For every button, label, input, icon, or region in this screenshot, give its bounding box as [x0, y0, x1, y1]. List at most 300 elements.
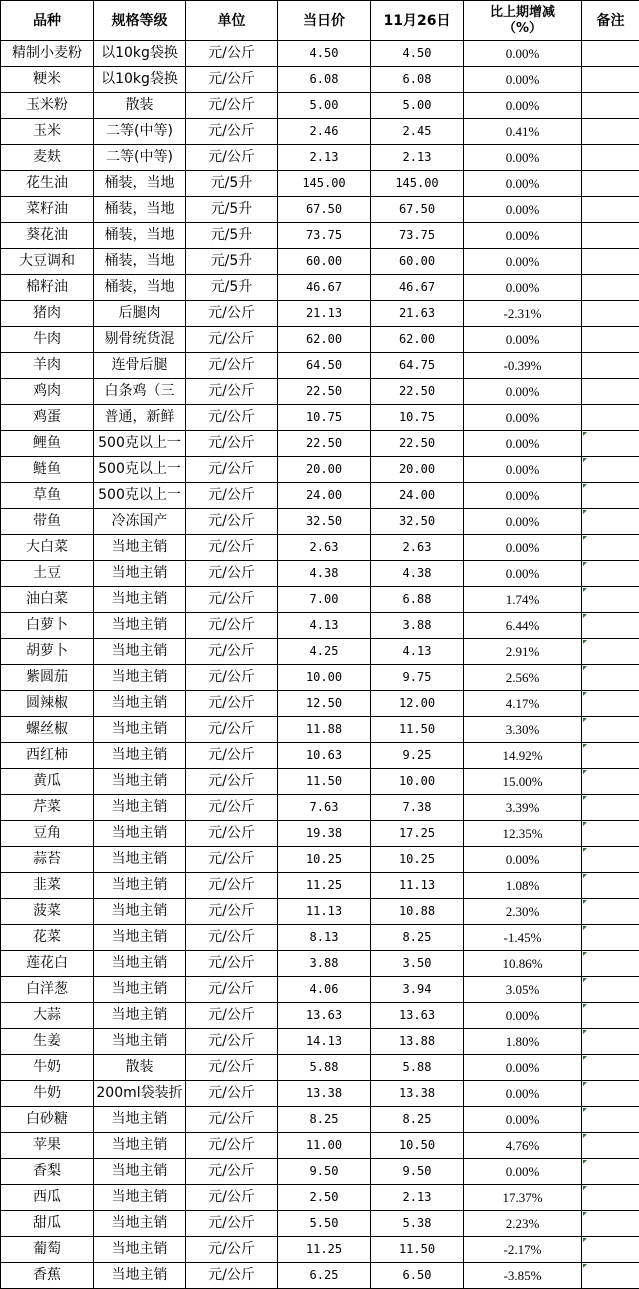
cell-unit: 元/公斤 [186, 1081, 278, 1107]
comment-marker-icon [583, 1004, 587, 1008]
cell-variety: 精制小麦粉 [1, 41, 94, 67]
cell-prev-price: 62.00 [371, 327, 464, 353]
cell-prev-price: 32.50 [371, 509, 464, 535]
comment-marker-icon [583, 796, 587, 800]
header-change [464, 1, 582, 41]
cell-variety: 牛肉 [1, 327, 94, 353]
comment-marker-icon [583, 1082, 587, 1086]
cell-today-price: 145.00 [278, 171, 371, 197]
cell-change: 10.86% [464, 951, 582, 977]
comment-marker-icon [583, 822, 587, 826]
cell-unit: 元/公斤 [186, 1211, 278, 1237]
cell-note [582, 769, 639, 795]
comment-marker-icon [583, 640, 587, 644]
cell-note [582, 561, 639, 587]
cell-today-price: 60.00 [278, 249, 371, 275]
cell-change: 3.39% [464, 795, 582, 821]
cell-unit: 元/公斤 [186, 1159, 278, 1185]
cell-change: 0.00% [464, 223, 582, 249]
cell-prev-price: 6.08 [371, 67, 464, 93]
cell-change: 0.00% [464, 483, 582, 509]
cell-variety: 棉籽油 [1, 275, 94, 301]
cell-spec: 桶装，当地 [94, 197, 186, 223]
cell-change: 0.00% [464, 1159, 582, 1185]
comment-marker-icon [583, 926, 587, 930]
comment-marker-icon [583, 1134, 587, 1138]
cell-today-price: 11.25 [278, 873, 371, 899]
cell-change: 0.00% [464, 509, 582, 535]
cell-unit: 元/公斤 [186, 1237, 278, 1263]
header-today-price: 当日价 [278, 1, 371, 41]
cell-change: 6.44% [464, 613, 582, 639]
cell-unit: 元/5升 [186, 171, 278, 197]
cell-spec: 桶装，当地 [94, 275, 186, 301]
cell-spec: 散装 [94, 93, 186, 119]
cell-change: 0.00% [464, 249, 582, 275]
cell-today-price: 6.25 [278, 1263, 371, 1289]
table-row [1, 691, 639, 717]
cell-today-price: 20.00 [278, 457, 371, 483]
cell-prev-price: 2.13 [371, 1185, 464, 1211]
table-row [1, 1055, 639, 1081]
cell-today-price: 11.13 [278, 899, 371, 925]
table-row [1, 223, 639, 249]
cell-variety: 西红柿 [1, 743, 94, 769]
cell-today-price: 6.08 [278, 67, 371, 93]
cell-today-price: 62.00 [278, 327, 371, 353]
header-row [1, 1, 639, 41]
comment-marker-icon [583, 952, 587, 956]
cell-spec: 桶装，当地 [94, 249, 186, 275]
cell-variety: 土豆 [1, 561, 94, 587]
table-row [1, 847, 639, 873]
cell-prev-price: 5.38 [371, 1211, 464, 1237]
cell-spec: 当地主销 [94, 587, 186, 613]
comment-marker-icon [583, 1186, 587, 1190]
cell-note [582, 1237, 639, 1263]
table-row [1, 587, 639, 613]
cell-today-price: 11.88 [278, 717, 371, 743]
cell-unit: 元/公斤 [186, 1263, 278, 1289]
table-row [1, 951, 639, 977]
cell-change: 0.00% [464, 535, 582, 561]
cell-note [582, 171, 639, 197]
cell-variety: 生姜 [1, 1029, 94, 1055]
cell-note [582, 1029, 639, 1055]
cell-note [582, 925, 639, 951]
cell-prev-price: 11.13 [371, 873, 464, 899]
cell-unit: 元/公斤 [186, 717, 278, 743]
cell-prev-price: 13.88 [371, 1029, 464, 1055]
cell-spec: 当地主销 [94, 665, 186, 691]
cell-variety: 大豆调和 [1, 249, 94, 275]
cell-today-price: 14.13 [278, 1029, 371, 1055]
cell-variety: 紫圆茄 [1, 665, 94, 691]
comment-marker-icon [583, 692, 587, 696]
cell-unit: 元/公斤 [186, 977, 278, 1003]
cell-change: 0.00% [464, 431, 582, 457]
cell-spec: 当地主销 [94, 821, 186, 847]
cell-note [582, 795, 639, 821]
cell-unit: 元/公斤 [186, 951, 278, 977]
cell-prev-price: 13.38 [371, 1081, 464, 1107]
cell-change: -0.39% [464, 353, 582, 379]
table-row [1, 457, 639, 483]
cell-change: 17.37% [464, 1185, 582, 1211]
cell-note [582, 93, 639, 119]
cell-prev-price: 20.00 [371, 457, 464, 483]
cell-spec: 500克以上一 [94, 457, 186, 483]
cell-spec: 以10kg袋换 [94, 41, 186, 67]
cell-spec: 当地主销 [94, 899, 186, 925]
cell-spec: 500克以上一 [94, 431, 186, 457]
cell-unit: 元/公斤 [186, 795, 278, 821]
cell-variety: 豆角 [1, 821, 94, 847]
cell-spec: 当地主销 [94, 795, 186, 821]
cell-today-price: 11.25 [278, 1237, 371, 1263]
table-row [1, 899, 639, 925]
cell-change: 1.08% [464, 873, 582, 899]
cell-change: 0.00% [464, 197, 582, 223]
cell-variety: 鲢鱼 [1, 457, 94, 483]
table-row [1, 1263, 639, 1289]
cell-today-price: 2.63 [278, 535, 371, 561]
cell-today-price: 22.50 [278, 431, 371, 457]
cell-variety: 圆辣椒 [1, 691, 94, 717]
cell-prev-price: 9.50 [371, 1159, 464, 1185]
cell-today-price: 73.75 [278, 223, 371, 249]
cell-variety: 菠菜 [1, 899, 94, 925]
cell-change: 0.00% [464, 847, 582, 873]
cell-spec: 当地主销 [94, 691, 186, 717]
cell-note [582, 509, 639, 535]
cell-spec: 剔骨统货混 [94, 327, 186, 353]
cell-prev-price: 10.75 [371, 405, 464, 431]
cell-spec: 当地主销 [94, 925, 186, 951]
cell-prev-price: 67.50 [371, 197, 464, 223]
cell-spec: 当地主销 [94, 535, 186, 561]
cell-today-price: 7.00 [278, 587, 371, 613]
cell-today-price: 11.00 [278, 1133, 371, 1159]
cell-spec: 桶装，当地 [94, 223, 186, 249]
cell-prev-price: 11.50 [371, 1237, 464, 1263]
table-row [1, 1029, 639, 1055]
cell-today-price: 2.13 [278, 145, 371, 171]
cell-unit: 元/公斤 [186, 587, 278, 613]
cell-note [582, 1055, 639, 1081]
cell-note [582, 457, 639, 483]
cell-prev-price: 60.00 [371, 249, 464, 275]
cell-today-price: 22.50 [278, 379, 371, 405]
cell-today-price: 64.50 [278, 353, 371, 379]
cell-note [582, 873, 639, 899]
cell-prev-price: 22.50 [371, 431, 464, 457]
comment-marker-icon [583, 484, 587, 488]
cell-note [582, 587, 639, 613]
cell-unit: 元/公斤 [186, 41, 278, 67]
cell-today-price: 4.50 [278, 41, 371, 67]
cell-variety: 猪肉 [1, 301, 94, 327]
cell-change: -3.85% [464, 1263, 582, 1289]
cell-prev-price: 3.88 [371, 613, 464, 639]
cell-today-price: 8.13 [278, 925, 371, 951]
cell-note [582, 249, 639, 275]
cell-prev-price: 4.50 [371, 41, 464, 67]
cell-change: 1.80% [464, 1029, 582, 1055]
header-prev-date: 11月26日 [371, 1, 464, 41]
cell-prev-price: 2.13 [371, 145, 464, 171]
cell-today-price: 4.13 [278, 613, 371, 639]
table-row [1, 67, 639, 93]
cell-spec: 当地主销 [94, 1107, 186, 1133]
cell-today-price: 10.63 [278, 743, 371, 769]
cell-unit: 元/公斤 [186, 535, 278, 561]
cell-spec: 当地主销 [94, 847, 186, 873]
cell-note [582, 379, 639, 405]
cell-today-price: 8.25 [278, 1107, 371, 1133]
cell-note [582, 821, 639, 847]
cell-spec: 200ml袋装折 [94, 1081, 186, 1107]
cell-variety: 大蒜 [1, 1003, 94, 1029]
cell-prev-price: 10.00 [371, 769, 464, 795]
header-spec: 规格等级 [94, 1, 186, 41]
comment-marker-icon [583, 510, 587, 514]
cell-variety: 蒜苔 [1, 847, 94, 873]
cell-change: 15.00% [464, 769, 582, 795]
cell-variety: 牛奶 [1, 1081, 94, 1107]
cell-spec: 白条鸡（三 [94, 379, 186, 405]
cell-change: 0.00% [464, 561, 582, 587]
table-body [1, 41, 639, 1289]
table-row [1, 873, 639, 899]
cell-unit: 元/公斤 [186, 1133, 278, 1159]
cell-note [582, 119, 639, 145]
cell-prev-price: 10.25 [371, 847, 464, 873]
comment-marker-icon [583, 1264, 587, 1268]
cell-variety: 白萝卜 [1, 613, 94, 639]
cell-change: 0.41% [464, 119, 582, 145]
comment-marker-icon [583, 666, 587, 670]
cell-today-price: 5.88 [278, 1055, 371, 1081]
cell-unit: 元/公斤 [186, 873, 278, 899]
cell-today-price: 4.06 [278, 977, 371, 1003]
cell-unit: 元/公斤 [186, 405, 278, 431]
cell-variety: 葵花油 [1, 223, 94, 249]
cell-today-price: 2.46 [278, 119, 371, 145]
cell-change: 0.00% [464, 379, 582, 405]
cell-unit: 元/公斤 [186, 379, 278, 405]
cell-variety: 玉米粉 [1, 93, 94, 119]
comment-marker-icon [583, 874, 587, 878]
table-row [1, 1133, 639, 1159]
table-row [1, 119, 639, 145]
cell-change: 0.00% [464, 275, 582, 301]
header-note: 备注 [582, 1, 639, 41]
table-row [1, 509, 639, 535]
cell-spec: 连骨后腿 [94, 353, 186, 379]
cell-prev-price: 10.50 [371, 1133, 464, 1159]
cell-prev-price: 5.00 [371, 93, 464, 119]
cell-unit: 元/公斤 [186, 899, 278, 925]
cell-spec: 当地主销 [94, 1133, 186, 1159]
cell-unit: 元/公斤 [186, 639, 278, 665]
cell-note [582, 847, 639, 873]
cell-note [582, 327, 639, 353]
cell-note [582, 301, 639, 327]
cell-spec: 当地主销 [94, 951, 186, 977]
table-row [1, 613, 639, 639]
cell-prev-price: 2.45 [371, 119, 464, 145]
cell-prev-price: 4.38 [371, 561, 464, 587]
cell-unit: 元/5升 [186, 275, 278, 301]
cell-spec: 二等(中等) [94, 145, 186, 171]
cell-variety: 草鱼 [1, 483, 94, 509]
cell-change: 2.30% [464, 899, 582, 925]
cell-variety: 螺丝椒 [1, 717, 94, 743]
cell-note [582, 1107, 639, 1133]
cell-change: 2.56% [464, 665, 582, 691]
cell-variety: 大白菜 [1, 535, 94, 561]
comment-marker-icon [583, 1160, 587, 1164]
table-row [1, 275, 639, 301]
table-row [1, 1159, 639, 1185]
cell-unit: 元/公斤 [186, 925, 278, 951]
cell-variety: 芹菜 [1, 795, 94, 821]
cell-unit: 元/公斤 [186, 1003, 278, 1029]
cell-prev-price: 17.25 [371, 821, 464, 847]
table-row [1, 717, 639, 743]
cell-spec: 后腿肉 [94, 301, 186, 327]
cell-change: 4.17% [464, 691, 582, 717]
cell-note [582, 1133, 639, 1159]
cell-today-price: 10.00 [278, 665, 371, 691]
cell-variety: 西瓜 [1, 1185, 94, 1211]
comment-marker-icon [583, 900, 587, 904]
table-row [1, 925, 639, 951]
table-row [1, 41, 639, 67]
cell-unit: 元/公斤 [186, 561, 278, 587]
cell-variety: 香蕉 [1, 1263, 94, 1289]
comment-marker-icon [583, 978, 587, 982]
cell-variety: 胡萝卜 [1, 639, 94, 665]
cell-spec: 散装 [94, 1055, 186, 1081]
cell-note [582, 197, 639, 223]
cell-unit: 元/公斤 [186, 457, 278, 483]
cell-variety: 白洋葱 [1, 977, 94, 1003]
cell-note [582, 41, 639, 67]
cell-unit: 元/公斤 [186, 1055, 278, 1081]
header-change-line1: 比上期增减 [489, 4, 555, 20]
cell-spec: 当地主销 [94, 769, 186, 795]
cell-unit: 元/公斤 [186, 1029, 278, 1055]
cell-spec: 当地主销 [94, 561, 186, 587]
cell-change: 0.00% [464, 41, 582, 67]
cell-change: -2.31% [464, 301, 582, 327]
cell-today-price: 46.67 [278, 275, 371, 301]
cell-variety: 葡萄 [1, 1237, 94, 1263]
table-header [1, 1, 639, 41]
cell-variety: 玉米 [1, 119, 94, 145]
table-row [1, 821, 639, 847]
comment-marker-icon [583, 1108, 587, 1112]
cell-note [582, 1003, 639, 1029]
cell-change: 0.00% [464, 1003, 582, 1029]
table-row [1, 1211, 639, 1237]
table-row [1, 171, 639, 197]
cell-note [582, 665, 639, 691]
cell-today-price: 4.38 [278, 561, 371, 587]
cell-variety: 鸡肉 [1, 379, 94, 405]
table-row [1, 1107, 639, 1133]
cell-variety: 油白菜 [1, 587, 94, 613]
cell-note [582, 977, 639, 1003]
comment-marker-icon [583, 744, 587, 748]
cell-change: 2.91% [464, 639, 582, 665]
cell-note [582, 743, 639, 769]
table-row [1, 431, 639, 457]
cell-spec: 桶装，当地 [94, 171, 186, 197]
cell-unit: 元/公斤 [186, 509, 278, 535]
cell-note [582, 717, 639, 743]
cell-today-price: 24.00 [278, 483, 371, 509]
cell-variety: 鸡蛋 [1, 405, 94, 431]
cell-prev-price: 9.25 [371, 743, 464, 769]
cell-note [582, 899, 639, 925]
cell-variety: 麦麸 [1, 145, 94, 171]
cell-variety: 韭菜 [1, 873, 94, 899]
comment-marker-icon [583, 458, 587, 462]
cell-note [582, 145, 639, 171]
cell-note [582, 275, 639, 301]
cell-variety: 花菜 [1, 925, 94, 951]
cell-today-price: 67.50 [278, 197, 371, 223]
comment-marker-icon [583, 614, 587, 618]
cell-prev-price: 21.63 [371, 301, 464, 327]
table-row [1, 197, 639, 223]
comment-marker-icon [583, 562, 587, 566]
cell-spec: 当地主销 [94, 1003, 186, 1029]
cell-prev-price: 3.94 [371, 977, 464, 1003]
cell-change: 3.05% [464, 977, 582, 1003]
cell-today-price: 12.50 [278, 691, 371, 717]
cell-note [582, 1211, 639, 1237]
cell-spec: 当地主销 [94, 639, 186, 665]
cell-note [582, 353, 639, 379]
cell-variety: 白砂糖 [1, 1107, 94, 1133]
comment-marker-icon [583, 718, 587, 722]
cell-note [582, 1081, 639, 1107]
table-row [1, 665, 639, 691]
cell-variety: 花生油 [1, 171, 94, 197]
cell-change: -1.45% [464, 925, 582, 951]
cell-variety: 苹果 [1, 1133, 94, 1159]
cell-prev-price: 5.88 [371, 1055, 464, 1081]
table-row [1, 249, 639, 275]
cell-spec: 普通，新鲜 [94, 405, 186, 431]
table-row [1, 327, 639, 353]
cell-today-price: 7.63 [278, 795, 371, 821]
cell-prev-price: 73.75 [371, 223, 464, 249]
cell-change: 3.30% [464, 717, 582, 743]
cell-prev-price: 8.25 [371, 925, 464, 951]
cell-change: 0.00% [464, 1081, 582, 1107]
table-row [1, 977, 639, 1003]
cell-unit: 元/公斤 [186, 145, 278, 171]
cell-spec: 当地主销 [94, 1185, 186, 1211]
cell-unit: 元/公斤 [186, 665, 278, 691]
comment-marker-icon [583, 1238, 587, 1242]
cell-prev-price: 9.75 [371, 665, 464, 691]
